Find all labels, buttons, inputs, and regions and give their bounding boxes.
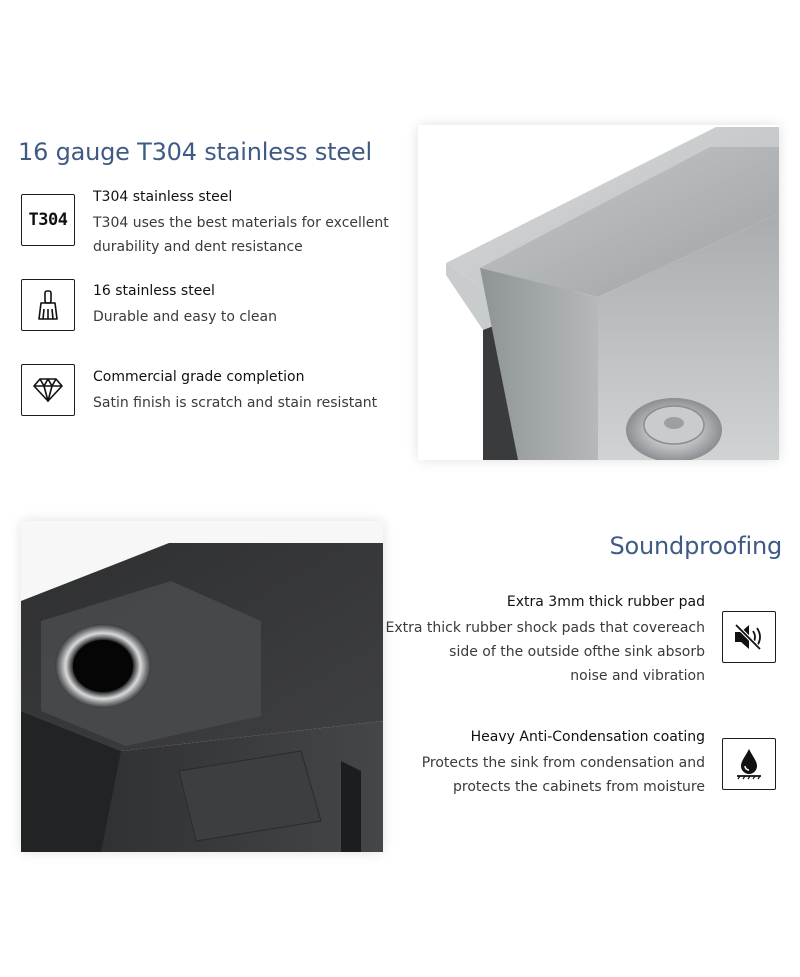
water-drop-icon (722, 738, 776, 790)
t304-badge-icon (21, 194, 75, 246)
feature-description-line: Durable and easy to clean (93, 309, 277, 325)
feature-description-line: durability and dent resistance (93, 239, 303, 255)
cleaning-brush-glyph (33, 289, 63, 321)
sink-underside-coating-photo (21, 521, 383, 852)
mute-speaker-glyph (732, 622, 766, 652)
section-title-soundproofing: Soundproofing (609, 532, 782, 560)
feature-description (93, 391, 377, 415)
diamond-icon (21, 364, 75, 416)
feature-description (386, 616, 705, 688)
feature-description-line: Protects the sink from condensation and (421, 755, 705, 771)
sink-interior-illustration (418, 125, 779, 460)
feature-title: 16 stainless steel (93, 283, 215, 299)
feature-description (93, 211, 389, 259)
feature-title: T304 stainless steel (93, 189, 233, 205)
diamond-glyph (32, 377, 64, 403)
feature-description-line: noise and vibration (570, 668, 705, 684)
feature-title: Commercial grade completion (93, 369, 305, 385)
feature-description (422, 751, 705, 799)
water-drop-glyph (734, 747, 764, 781)
mute-speaker-icon (722, 611, 776, 663)
t304-badge-label: T304 (28, 210, 68, 230)
feature-description-line: protects the cabinets from moisture (453, 779, 705, 795)
stainless-sink-interior-photo (418, 125, 779, 460)
sink-underside-illustration (21, 521, 383, 852)
feature-description-line: Extra thick rubber shock pads that covereach (385, 620, 705, 636)
section-title-steel: 16 gauge T304 stainless steel (18, 138, 372, 166)
feature-description-line: Satin finish is scratch and stain resistant (93, 395, 378, 411)
feature-description (93, 305, 277, 329)
feature-description-line: side of the outside ofthe sink absorb (449, 644, 705, 660)
feature-title: Heavy Anti-Condensation coating (470, 729, 705, 745)
feature-title: Extra 3mm thick rubber pad (506, 594, 705, 610)
feature-description-line: T304 uses the best materials for excellent (93, 215, 389, 231)
cleaning-brush-icon (21, 279, 75, 331)
